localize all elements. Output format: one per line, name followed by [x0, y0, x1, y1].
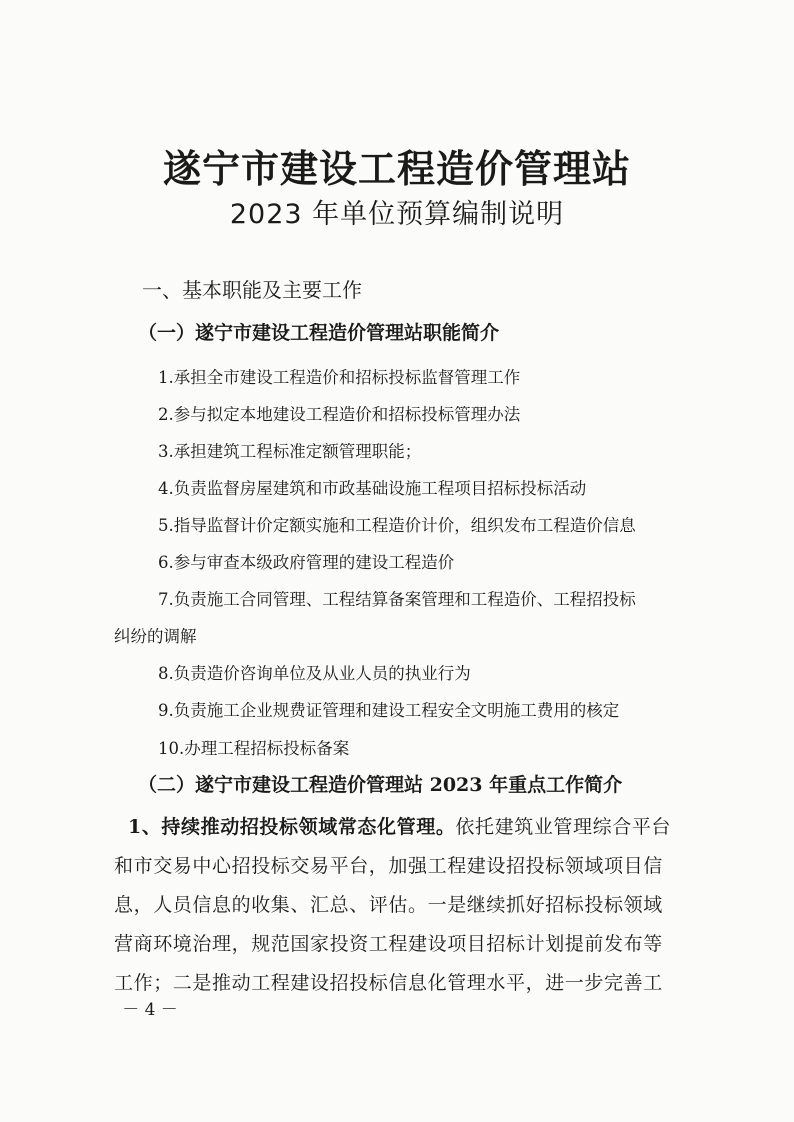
paragraph-line: 和市交易中心招投标交易平台，加强工程建设招投标领域项目信: [114, 855, 663, 877]
paragraph-line: 息，人员信息的收集、汇总、评估。一是继续抓好招标投标领域: [114, 894, 663, 916]
duty-item: 6.参与审查本级政府管理的建设工程造价: [158, 553, 455, 572]
duty-item: 1.承担全市建设工程造价和招标投标监督管理工作: [158, 368, 521, 387]
paragraph-line: 工作；二是推动工程建设招投标信息化管理水平，进一步完善工: [114, 972, 663, 994]
page-number: － 4 －: [122, 1000, 178, 1020]
paragraph-text: 依托建筑业管理综合平台: [455, 816, 672, 838]
duty-item: 7.负责施工合同管理、工程结算备案管理和工程造价、工程招投标: [158, 590, 636, 609]
document-subtitle: 2023 年单位预算编制说明: [229, 199, 565, 230]
duty-item: 4.负责监督房屋建筑和市政基础设施工程项目招标投标活动: [158, 479, 587, 498]
duty-item: 3.承担建筑工程标准定额管理职能；: [158, 442, 422, 461]
duty-item: 2.参与拟定本地建设工程造价和招标投标管理办法: [158, 405, 521, 424]
section-heading: 一、基本职能及主要工作: [142, 278, 362, 302]
duty-item: 5.指导监督计价定额实施和工程造价计价，组织发布工程造价信息: [158, 516, 636, 535]
paragraph-lead: 1、持续推动招投标领域常态化管理。: [128, 816, 456, 838]
paragraph-line: [128, 812, 671, 839]
paragraph-line: 营商环境治理，规范国家投资工程建设项目招标计划提前发布等: [114, 933, 663, 955]
subsection-heading-duties: （一）遂宁市建设工程造价管理站职能简介: [138, 322, 500, 344]
document-title: 遂宁市建设工程造价管理站: [162, 147, 631, 191]
subsection-heading-key-work: （二）遂宁市建设工程造价管理站 2023 年重点工作简介: [138, 774, 623, 796]
duty-item-continuation: 纠纷的调解: [114, 627, 197, 646]
duty-item: 10.办理工程招标投标备案: [158, 739, 350, 758]
duty-item: 9.负责施工企业规费证管理和建设工程安全文明施工费用的核定: [158, 701, 620, 720]
duty-item: 8.负责造价咨询单位及从业人员的执业行为: [158, 664, 471, 683]
